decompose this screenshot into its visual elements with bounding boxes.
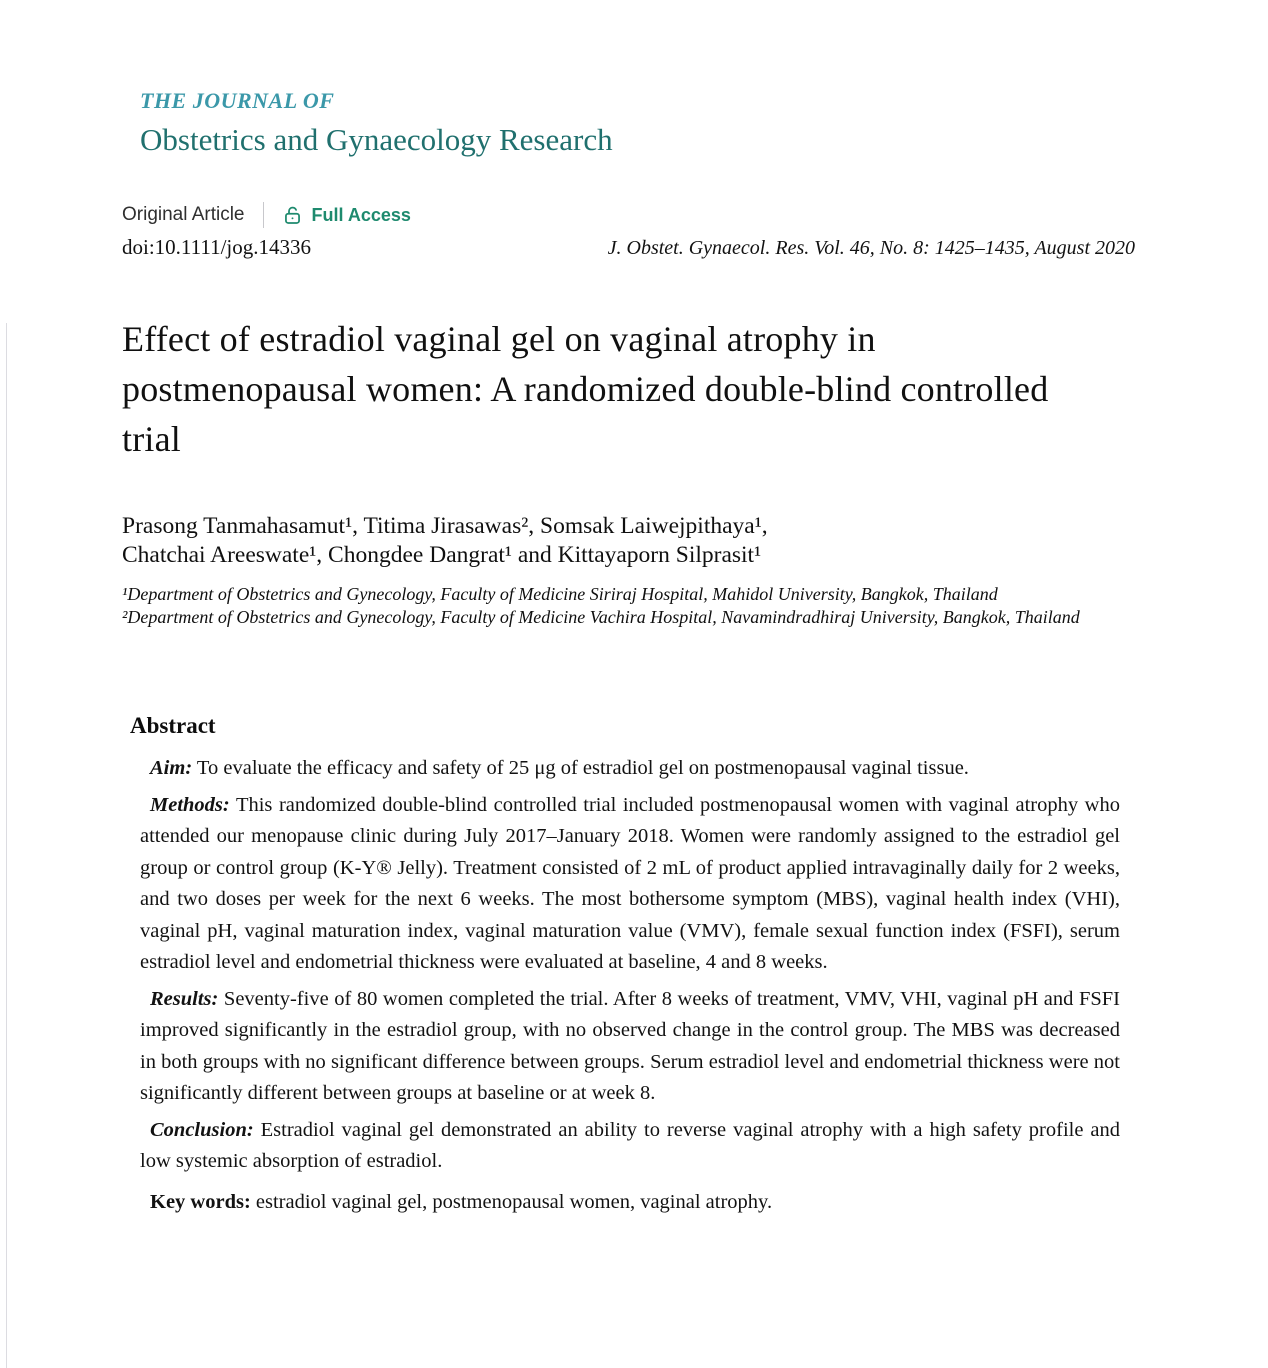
- abstract-methods-label: Methods:: [150, 793, 230, 816]
- abstract-aim-label: Aim:: [150, 757, 193, 779]
- author-line-1: Prasong Tanmahasamut¹, Titima Jirasawas², Somsak Laiwejpithaya¹,: [122, 513, 768, 539]
- abstract-heading: Abstract: [130, 713, 216, 738]
- open-lock-icon: [282, 205, 303, 226]
- abstract-conclusion-text: Estradiol vaginal gel demonstrated an ability to reverse vaginal atrophy with a high safety profile and low systemic absorption of estradiol.: [140, 1118, 1120, 1172]
- keywords-line: [140, 1187, 1120, 1219]
- journal-masthead-kicker: THE JOURNAL OF: [140, 88, 335, 113]
- journal-citation: J. Obstet. Gynaecol. Res. Vol. 46, No. 8: 1425–1435, August 2020: [607, 237, 1135, 259]
- access-label: Full Access: [311, 204, 411, 225]
- article-title: Effect of estradiol vaginal gel on vaginal atrophy in postmenopausal women: A randomized double-blind controlled trial: [122, 319, 1049, 459]
- abstract-conclusion: [140, 1115, 1120, 1178]
- affiliation-1: ¹Department of Obstetrics and Gynecology, Faculty of Medicine Siriraj Hospital, Mahidol University, Bangkok, Thailand: [122, 584, 998, 604]
- abstract-methods: [140, 790, 1120, 979]
- journal-masthead-title: Obstetrics and Gynaecology Research: [140, 122, 613, 157]
- access-badge: [282, 205, 411, 226]
- affiliations: [122, 583, 1112, 629]
- abstract-conclusion-label: Conclusion:: [150, 1118, 254, 1141]
- abstract-results: [140, 984, 1120, 1110]
- journal-masthead: [140, 88, 1135, 158]
- article-meta-row: [122, 202, 1135, 228]
- abstract-methods-text: This randomized double-blind controlled trial included postmenopausal women with vaginal atrophy who attended our menopause clinic during July 2017–January 2018. Women were randomly assigned to the estradiol gel group or control group (K-Y® Jelly). Treatment consisted of 2 mL of product applied intravaginally daily for 2 weeks, and two doses per week for the next 6 weeks. The most bothersome symptom (MBS), vaginal health index (VHI), vaginal pH, vaginal maturation index, vaginal maturation value (VMV), female sexual function index (FSFI), serum estradiol level and endometrial thickness were evaluated at baseline, 4 and 8 weeks.: [140, 793, 1120, 973]
- author-line-2: Chatchai Areeswate¹, Chongdee Dangrat¹ and Kittayaporn Silprasit¹: [122, 542, 762, 568]
- meta-divider: [263, 202, 264, 228]
- author-list: [122, 512, 1135, 570]
- page-edge-line: [6, 323, 7, 1368]
- keywords-text: estradiol vaginal gel, postmenopausal women, vaginal atrophy.: [255, 1190, 773, 1213]
- journal-article-page: [0, 88, 1268, 1368]
- abstract-results-label: Results:: [150, 987, 219, 1010]
- abstract-aim: [140, 753, 1120, 785]
- article-type-label: Original Article: [122, 204, 245, 225]
- affiliation-2: ²Department of Obstetrics and Gynecology, Faculty of Medicine Vachira Hospital, Navamindradhiraj University, Bangkok, Thailand: [122, 607, 1080, 627]
- keywords-label: Key words:: [150, 1190, 251, 1213]
- abstract-section: [128, 713, 1120, 1218]
- doi-text: doi:10.1111/jog.14336: [122, 235, 311, 259]
- reference-row: [122, 235, 1135, 260]
- abstract-results-text: Seventy-five of 80 women completed the trial. After 8 weeks of treatment, VMV, VHI, vaginal pH and FSFI improved significantly in the estradiol group, with no observed change in the control group. The MBS was decreased in both groups with no significant difference between groups. Serum estradiol level and endometrial thickness were not significantly different between groups at baseline or at week 8.: [140, 987, 1120, 1104]
- abstract-aim-text: To evaluate the efficacy and safety of 25 μg of estradiol gel on postmenopausal vaginal tissue.: [196, 757, 969, 779]
